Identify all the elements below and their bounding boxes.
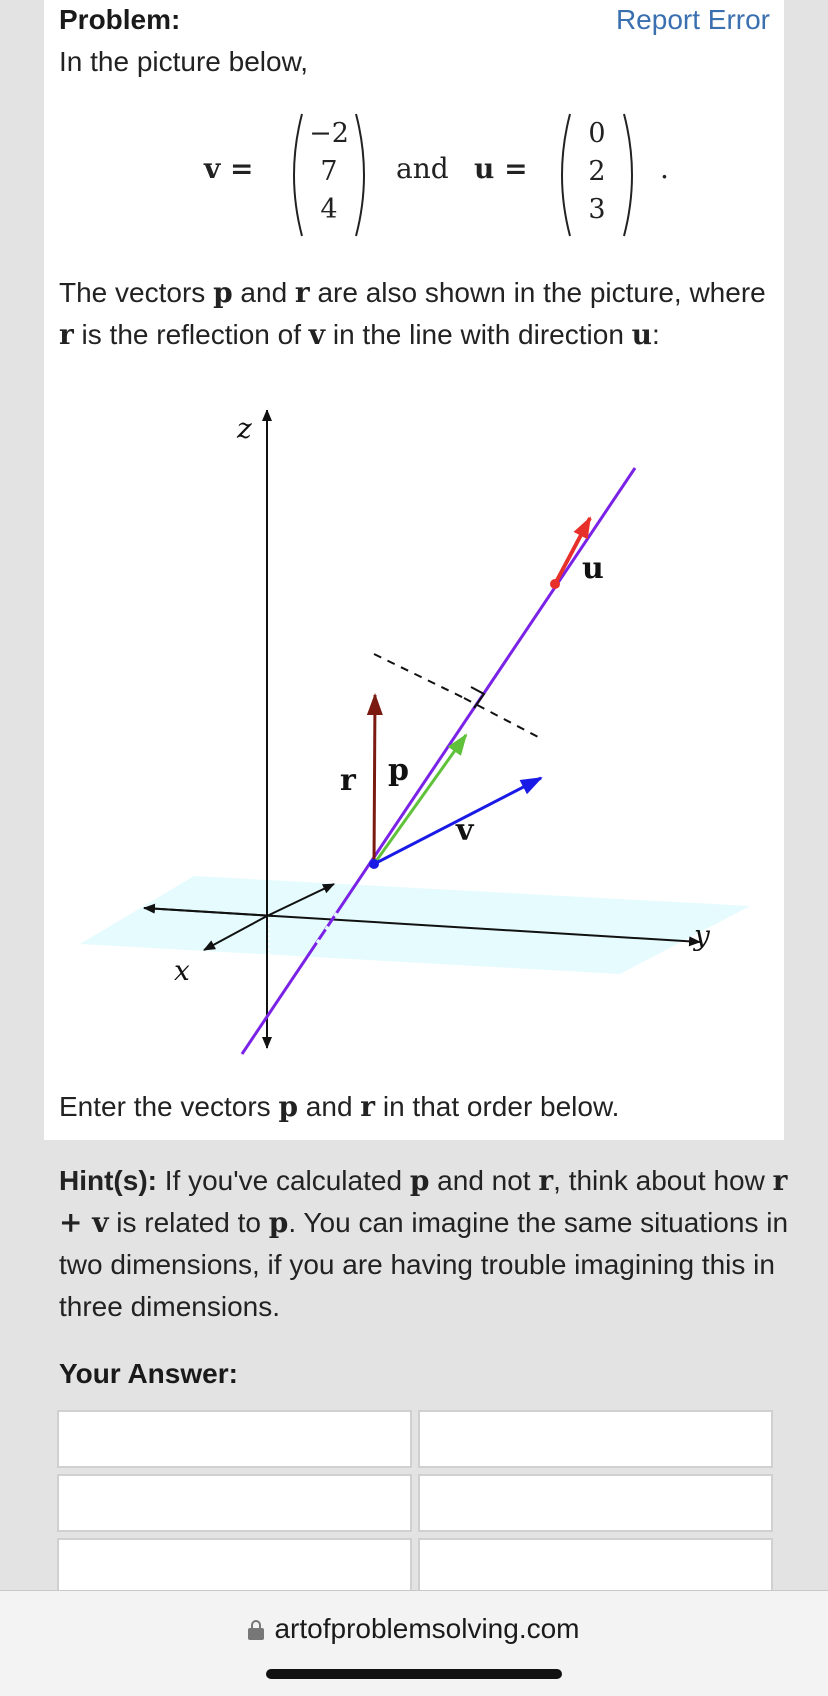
r-component-2-input[interactable] (418, 1474, 773, 1532)
hint-label: Hint(s): (59, 1165, 157, 1196)
u-vector-tail (550, 579, 560, 589)
r-component-1-input[interactable] (418, 1410, 773, 1468)
text: and (232, 277, 295, 308)
u-entry: 0 (588, 118, 606, 149)
text: . You can imagine the same situations in two dimensions, if you are having trouble imagining this in three dimensions. (59, 1207, 789, 1322)
text: The vectors (59, 277, 214, 308)
url-text: artofproblemsolving.com (274, 1613, 580, 1644)
r-symbol: r (538, 1164, 554, 1197)
p-vector-label: p (388, 753, 409, 788)
u-entry: 3 (588, 194, 606, 225)
x-axis-label: x (174, 954, 190, 987)
v-symbol: v (308, 318, 326, 351)
r-plus-v-expression: r + v (59, 1164, 788, 1239)
r-symbol: r (59, 318, 74, 351)
u-matrix (552, 110, 642, 240)
and-word: and (396, 152, 449, 185)
r-symbol: r (360, 1090, 376, 1123)
intro-text: In the picture below, (59, 46, 309, 77)
text: , think about how (553, 1165, 773, 1196)
origin-point (369, 859, 379, 869)
browser-address-bar[interactable] (0, 1590, 828, 1696)
v-equals-label: v = (204, 152, 254, 185)
problem-title: Problem: (59, 4, 181, 35)
text: and (298, 1091, 361, 1122)
r-symbol: r (294, 276, 310, 309)
r-vector-label: r (340, 763, 356, 798)
text: and not (429, 1165, 539, 1196)
text: : (652, 319, 660, 350)
report-error-link[interactable]: Report Error (615, 4, 770, 35)
u-entry: 2 (588, 156, 606, 187)
text: in the line with direction (325, 319, 632, 350)
p-symbol: p (268, 1206, 289, 1239)
p-symbol: p (213, 276, 233, 309)
v-entry: 4 (320, 194, 338, 225)
home-indicator[interactable] (266, 1669, 562, 1679)
text: are also shown in the picture, where (309, 277, 766, 308)
u-equals-label: u = (474, 152, 528, 185)
v-matrix (284, 110, 374, 240)
text: in that order below. (375, 1091, 620, 1122)
text: is the reflection of (73, 319, 309, 350)
vector-definitions (44, 110, 784, 250)
problem-card (44, 0, 784, 1140)
v-entry: −2 (309, 118, 349, 149)
perpendicular-dashed-1 (374, 654, 464, 698)
vector-diagram (44, 410, 784, 1080)
y-axis-label: y (694, 919, 710, 952)
problem-description (59, 272, 779, 356)
text: Enter the vectors (59, 1091, 279, 1122)
your-answer-label: Your Answer: (59, 1358, 238, 1389)
url-display[interactable] (0, 1613, 828, 1645)
page (30, 0, 798, 1696)
u-symbol: u (631, 318, 653, 351)
r-vector-arrow (374, 695, 375, 864)
lock-icon (248, 1620, 264, 1640)
v-vector-label: v (456, 813, 474, 848)
p-symbol: p (278, 1090, 299, 1123)
text: is related to (108, 1207, 269, 1238)
r-component-3-input[interactable] (418, 1538, 773, 1596)
period: . (660, 152, 669, 185)
z-axis-label: z (237, 412, 252, 445)
p-component-2-input[interactable] (57, 1474, 412, 1532)
p-component-1-input[interactable] (57, 1410, 412, 1468)
text: If you've calculated (156, 1165, 410, 1196)
p-component-3-input[interactable] (57, 1538, 412, 1596)
p-symbol: p (409, 1164, 430, 1197)
enter-instructions (59, 1090, 619, 1123)
u-vector-label: u (582, 551, 604, 586)
v-entry: 7 (320, 156, 338, 187)
hint-text (59, 1160, 799, 1328)
